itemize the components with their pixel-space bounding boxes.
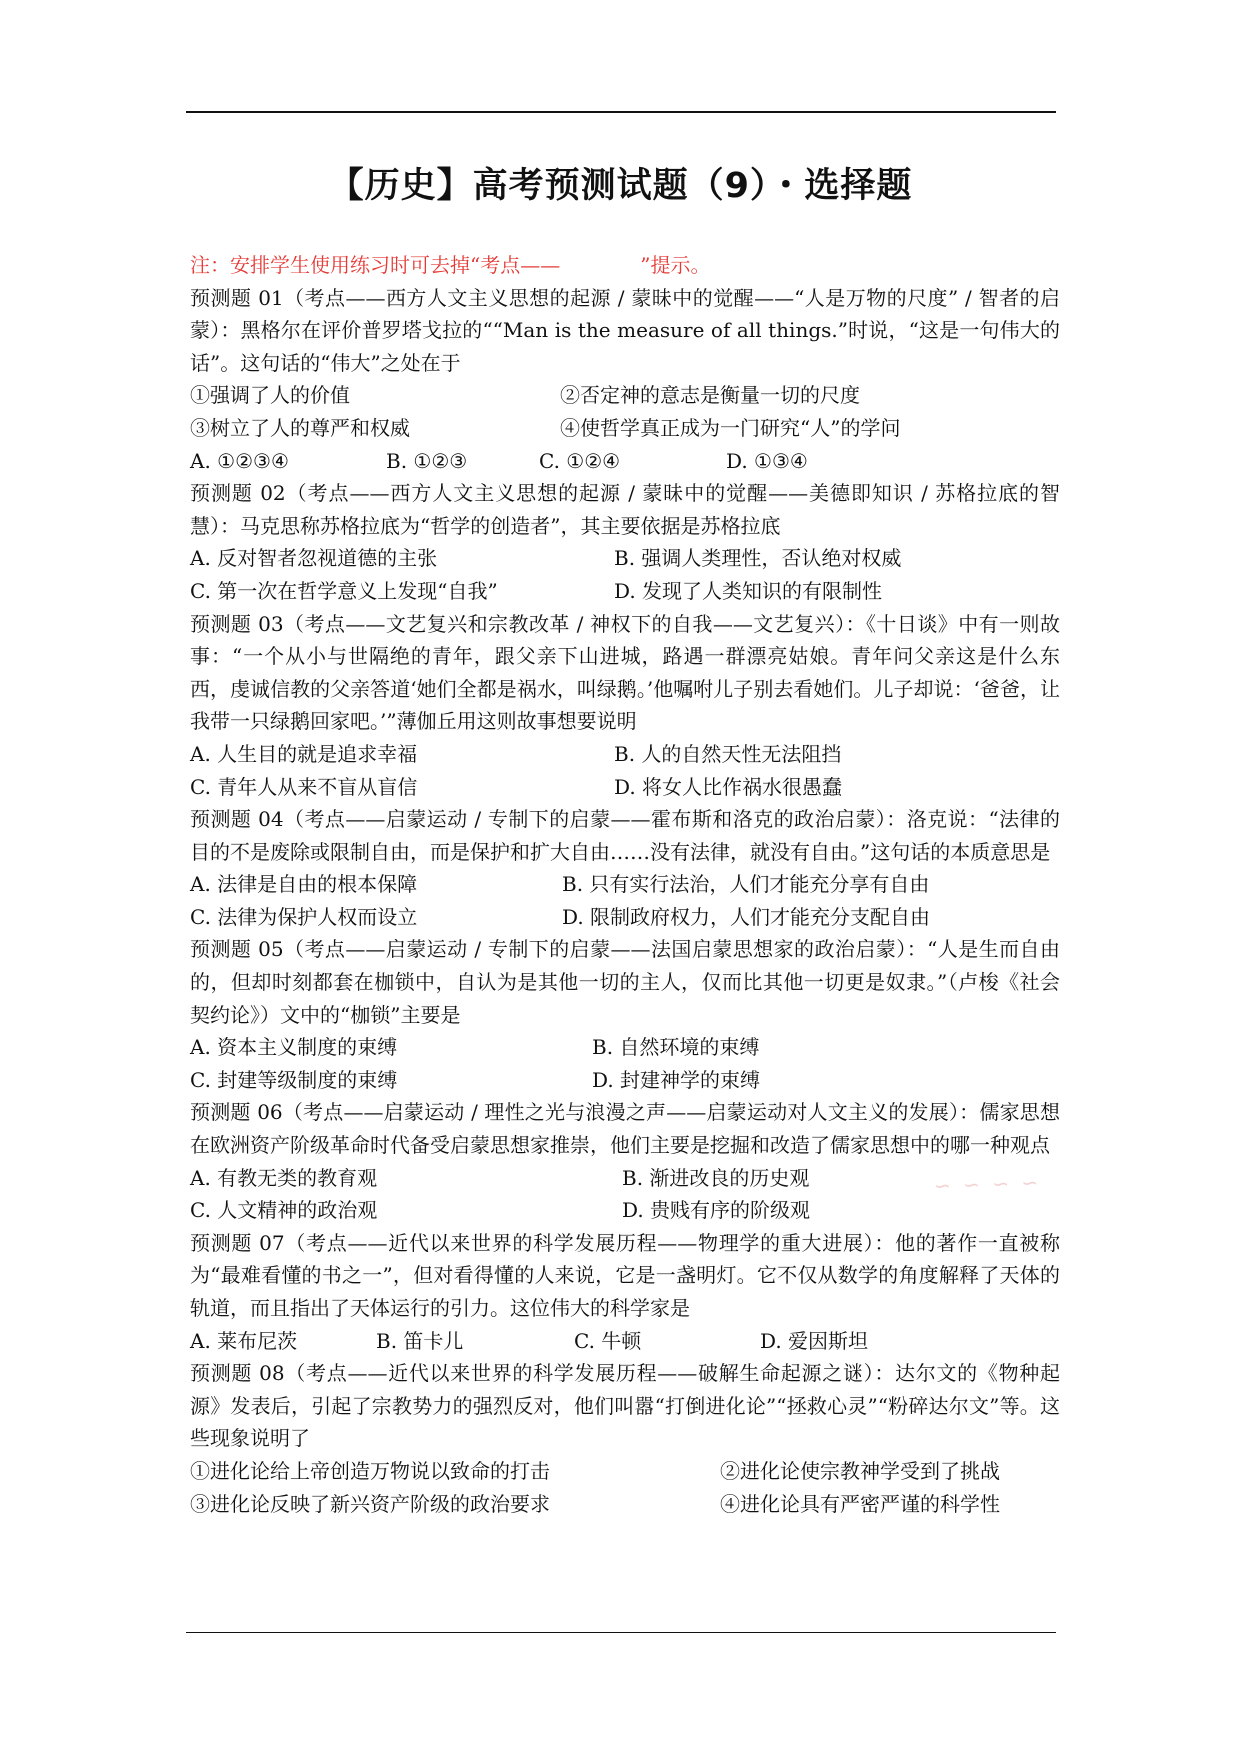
option-b: B. ①②③	[386, 448, 468, 473]
question-01-stem: 预测题 01（考点——西方人文主义思想的起源 / 蒙昧中的觉醒——“人是万物的尺度” / 智者的启蒙）：黑格尔在评价普罗塔戈拉的““Man is the measure of all things.”时说，“这是一句伟大的话”。这句话的“伟大”之处在于	[190, 285, 1060, 375]
question-02-options	[190, 542, 1060, 575]
option-c: C. 牛顿	[574, 1328, 642, 1353]
question-03-options-2	[190, 771, 1060, 804]
option-b: B. 强调人类理性，否认绝对权威	[614, 546, 902, 571]
option-b: B. 笛卡儿	[376, 1328, 464, 1353]
option-a: A. ①②③④	[190, 448, 289, 473]
question-03-options	[190, 738, 1060, 771]
question-01-statements	[190, 379, 1060, 412]
question-07-stem: 预测题 07（考点——近代以来世界的科学发展历程——物理学的重大进展）：他的著作一直被称为“最难看懂的书之一”，但对看得懂的人来说，它是一盏明灯。它不仅从数学的角度解释了天体的轨道，而且指出了天体运行的引力。这位伟大的科学家是	[190, 1230, 1060, 1320]
option-c: C. 青年人从来不盲从盲信	[190, 774, 418, 799]
note-text-after: ”提示。	[640, 253, 711, 277]
question-04-options-2	[190, 901, 1060, 934]
option-d: D. 爱因斯坦	[760, 1328, 869, 1353]
note-text-before: 注：安排学生使用练习时可去掉“考点——	[190, 253, 561, 277]
statement: ②进化论使宗教神学受到了挑战	[720, 1458, 1000, 1483]
option-a: A. 资本主义制度的束缚	[190, 1035, 398, 1060]
option-c: C. ①②④	[539, 448, 621, 473]
question-04-options	[190, 868, 1060, 901]
option-a: A. 法律是自由的根本保障	[190, 872, 418, 897]
question-05-stem: 预测题 05（考点——启蒙运动 / 专制下的启蒙——法国启蒙思想家的政治启蒙）：“人是生而自由的，但却时刻都套在枷锁中，自认为是其他一切的主人，仅而比其他一切更是奴隶。”（卢梭《社会契约论》）文中的“枷锁”主要是	[190, 937, 1060, 1027]
statement: ④使哲学真正成为一门研究“人”的学问	[560, 415, 901, 440]
question-08-statements-2	[190, 1488, 1060, 1521]
option-a: A. 人生目的就是追求幸福	[190, 741, 418, 766]
option-c: C. 法律为保护人权而设立	[190, 904, 418, 929]
question-05-options-2	[190, 1064, 1060, 1097]
option-d: D. 将女人比作祸水很愚蠢	[614, 774, 843, 799]
footer-rule	[186, 1632, 1056, 1633]
option-b: B. 自然环境的束缚	[592, 1035, 760, 1060]
statement: ④进化论具有严密严谨的科学性	[720, 1491, 1000, 1516]
question-07-options	[190, 1325, 1060, 1358]
page-title: 【历史】高考预测试题（9）・选择题	[328, 166, 913, 206]
option-d: D. 发现了人类知识的有限制性	[614, 578, 883, 603]
option-a: A. 有教无类的教育观	[190, 1165, 378, 1190]
question-03-stem: 预测题 03（考点——文艺复兴和宗教改革 / 神权下的自我——文艺复兴）：《十日谈》中有一则故事：“一个从小与世隔绝的青年，跟父亲下山进城，路遇一群漂亮姑娘。青年问父亲这是什么东西，虔诚信教的父亲答道‘她们全都是祸水，叫绿鹅。’他嘱咐儿子别去看她们。儿子却说：‘爸爸，让我带一只绿鹅回家吧。’”薄伽丘用这则故事想要说明	[190, 611, 1060, 734]
option-c: C. 人文精神的政治观	[190, 1198, 378, 1223]
statement: ②否定神的意志是衡量一切的尺度	[560, 383, 860, 408]
question-08-statements	[190, 1455, 1060, 1488]
question-01-statements-2	[190, 412, 1060, 445]
option-a: A. 莱布尼茨	[190, 1328, 298, 1353]
question-05-options	[190, 1031, 1060, 1064]
header-rule	[186, 111, 1056, 113]
question-02-stem: 预测题 02（考点——西方人文主义思想的起源 / 蒙昧中的觉醒——美德即知识 / 苏格拉底的智慧）：马克思称苏格拉底为“哲学的创造者”，其主要依据是苏格拉底	[190, 481, 1060, 538]
option-a: A. 反对智者忽视道德的主张	[190, 546, 438, 571]
question-06-options	[190, 1162, 1060, 1195]
option-b: B. 只有实行法治，人们才能充分享有自由	[562, 872, 930, 897]
watermark: ∽ ∽ ∽ ∽	[933, 1170, 1042, 1198]
statement: ①进化论给上帝创造万物说以致命的打击	[190, 1458, 550, 1483]
question-08-stem: 预测题 08（考点——近代以来世界的科学发展历程——破解生命起源之谜）：达尔文的《物种起源》发表后，引起了宗教势力的强烈反对，他们叫嚣“打倒进化论”“拯救心灵”“粉碎达尔文”等。这些现象说明了	[190, 1361, 1060, 1451]
document-body	[190, 249, 1060, 1520]
question-06-stem: 预测题 06（考点——启蒙运动 / 理性之光与浪漫之声——启蒙运动对人文主义的发展）：儒家思想在欧洲资产阶级革命时代备受启蒙思想家推崇，他们主要是挖掘和改造了儒家思想中的哪一种观点	[190, 1100, 1060, 1158]
option-b: B. 人的自然天性无法阻挡	[614, 741, 842, 766]
statement: ③进化论反映了新兴资产阶级的政治要求	[190, 1491, 550, 1516]
option-d: D. ①③④	[726, 448, 808, 473]
question-06-options-2	[190, 1194, 1060, 1227]
option-d: D. 限制政府权力，人们才能充分支配自由	[562, 904, 931, 929]
option-b: B. 渐进改良的历史观	[622, 1165, 810, 1190]
option-c: C. 封建等级制度的束缚	[190, 1067, 398, 1092]
option-d: D. 贵贱有序的阶级观	[622, 1198, 811, 1223]
question-04-stem: 预测题 04（考点——启蒙运动 / 专制下的启蒙——霍布斯和洛克的政治启蒙）：洛克说：“法律的目的不是废除或限制自由，而是保护和扩大自由……没有法律，就没有自由。”这句话的本质意思是	[190, 807, 1060, 864]
option-d: D. 封建神学的束缚	[592, 1067, 761, 1092]
question-02-options-2	[190, 575, 1060, 608]
statement: ③树立了人的尊严和权威	[190, 415, 410, 440]
option-c: C. 第一次在哲学意义上发现“自我”	[190, 578, 498, 603]
statement: ①强调了人的价值	[190, 383, 350, 408]
question-01-options	[190, 445, 1060, 478]
editor-note	[190, 249, 1060, 282]
